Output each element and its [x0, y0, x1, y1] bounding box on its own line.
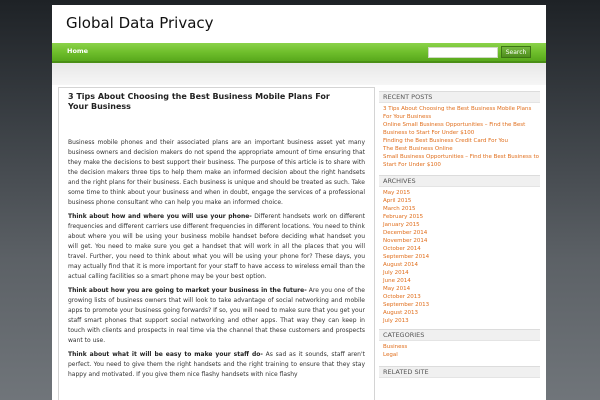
- page-container: [52, 5, 546, 400]
- archive-item: [383, 221, 540, 229]
- recent-post-item: [383, 121, 540, 137]
- archive-link[interactable]: July 2013: [383, 318, 409, 324]
- widget-recent-posts: [379, 91, 540, 169]
- tip-1-text: Different handsets work on different frequencies and different carriers use different frequencies in different locations. You need to think about where you will be using your business mobile handset before deciding what handset you will get. You need to make sure you get a handset that will work in all the places that you will travel. Further, you need to think about what you will be using your phone for? These days, you may actually find that it is more important for your staff to have access to wireless email than the actual calling facilities so a smart phone may be your best option.: [68, 213, 366, 280]
- tip-3-text: As sad as it sounds, staff aren't perfect. You need to give them the right handsets and the right training to ensure that they stay happy and motivated. If you give them nice flashy handsets with nice flashy: [68, 351, 365, 378]
- archive-item: [383, 237, 540, 245]
- recent-post-link[interactable]: The Best Business Online: [383, 146, 453, 152]
- recent-post-link[interactable]: Online Small Business Opportunities – Find the Best Business to Start For Under $100: [383, 122, 526, 136]
- archive-link[interactable]: January 2015: [383, 222, 420, 228]
- archive-item: [383, 317, 540, 325]
- widget-title-recent-posts: RECENT POSTS: [379, 91, 540, 103]
- categories-list: [379, 343, 540, 359]
- recent-post-link[interactable]: Small Business Opportunities – Find the Best Business to Start For Under $100: [383, 154, 540, 168]
- tip-2-heading: Think about how you are going to market your business in the future-: [68, 287, 307, 294]
- category-item: [383, 351, 540, 359]
- archive-link[interactable]: June 2014: [383, 278, 411, 284]
- archive-item: [383, 301, 540, 309]
- widget-title-related-site: RELATED SITE: [379, 366, 540, 378]
- main-navbar: [52, 43, 546, 63]
- archive-link[interactable]: March 2015: [383, 206, 416, 212]
- post-intro: Business mobile phones and their associated plans are an important business asset yet many business owners and decision makers do not spend the appropriate amount of time ensuring that they make the decisions to best support their business. The purpose of this article is to share with the decision makers three tips to help them make an informed decision about the right handsets and the right plans for their business. Each business is unique and should be treated as such. Take some time to think about your business and when in doubt, engage the services of a professional business phone consultant who can help you make an informed choice.: [68, 139, 365, 206]
- recent-posts-list: [379, 105, 540, 169]
- archive-item: [383, 261, 540, 269]
- tip-1-heading: Think about how and where you will use your phone-: [68, 213, 252, 220]
- archive-link[interactable]: September 2013: [383, 302, 430, 308]
- archive-item: [383, 309, 540, 317]
- widget-archives: [379, 175, 540, 325]
- widget-title-categories: CATEGORIES: [379, 329, 540, 341]
- site-header: [52, 5, 546, 41]
- archive-link[interactable]: December 2014: [383, 230, 428, 236]
- post-tip-1: [68, 212, 365, 282]
- widget-categories: [379, 329, 540, 359]
- archive-link[interactable]: April 2015: [383, 198, 412, 204]
- archive-item: [383, 285, 540, 293]
- post-title[interactable]: 3 Tips About Choosing the Best Business Mobile Plans For Your Business: [68, 92, 330, 111]
- category-link[interactable]: Legal: [383, 352, 398, 358]
- post-tip-2: [68, 286, 365, 346]
- archive-item: [383, 269, 540, 277]
- nav-item-home[interactable]: Home: [67, 47, 89, 55]
- archive-link[interactable]: October 2013: [383, 294, 421, 300]
- recent-post-item: [383, 105, 540, 121]
- archive-link[interactable]: February 2015: [383, 214, 424, 220]
- recent-post-link[interactable]: 3 Tips About Choosing the Best Business Mobile Plans For Your Business: [383, 106, 532, 120]
- archive-link[interactable]: July 2014: [383, 270, 409, 276]
- archive-item: [383, 253, 540, 261]
- archive-item: [383, 205, 540, 213]
- archive-link[interactable]: September 2014: [383, 254, 430, 260]
- archive-link[interactable]: November 2014: [383, 238, 428, 244]
- archive-link[interactable]: October 2014: [383, 246, 421, 252]
- category-link[interactable]: Business: [383, 344, 408, 350]
- archive-item: [383, 229, 540, 237]
- tip-3-heading: Think about what it will be easy to make your staff do-: [68, 351, 263, 358]
- archive-link[interactable]: May 2015: [383, 190, 411, 196]
- archive-item: [383, 293, 540, 301]
- recent-post-item: [383, 145, 540, 153]
- recent-post-link[interactable]: Finding the Best Business Credit Card For You: [383, 138, 508, 144]
- sub-header-bar: [52, 63, 546, 85]
- post-body: [68, 138, 365, 384]
- archive-item: [383, 189, 540, 197]
- widget-related-site: [379, 366, 540, 378]
- tip-2-text: Are you one of the growing lists of business owners that will look to take advantage of social networking and mobile apps to promote your business going forwards? If so, you will need to make sure that you get your staff smart phones that support social networking and other apps. That way they can keep in touch with clients and prospects in real time via the channel that these customers and prospects want to use.: [68, 287, 365, 344]
- archive-link[interactable]: August 2014: [383, 262, 418, 268]
- post-tip-3: [68, 350, 365, 380]
- recent-post-item: [383, 137, 540, 145]
- search-input[interactable]: [428, 47, 498, 58]
- recent-post-item: [383, 153, 540, 169]
- archive-item: [383, 213, 540, 221]
- widget-title-archives: ARCHIVES: [379, 175, 540, 187]
- sidebar: [379, 87, 540, 400]
- archive-item: [383, 245, 540, 253]
- search-button[interactable]: Search: [501, 46, 531, 58]
- site-title[interactable]: Global Data Privacy: [66, 14, 214, 32]
- category-item: [383, 343, 540, 351]
- archive-item: [383, 277, 540, 285]
- archives-list: [379, 189, 540, 325]
- archive-item: [383, 197, 540, 205]
- archive-link[interactable]: May 2014: [383, 286, 411, 292]
- archive-link[interactable]: August 2013: [383, 310, 418, 316]
- main-content: [58, 87, 375, 400]
